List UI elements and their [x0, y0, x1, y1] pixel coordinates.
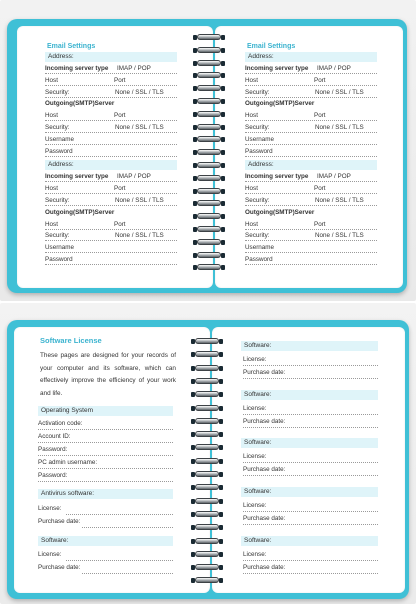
- ring-wire: [197, 226, 221, 232]
- ring-wire: [197, 111, 221, 117]
- host-label: Host: [45, 220, 58, 228]
- security-label: Security:: [45, 232, 70, 240]
- security-label: Security:: [45, 88, 70, 96]
- punch-hole: [219, 485, 223, 490]
- ring-wire: [195, 484, 219, 490]
- software-bar: [241, 487, 378, 497]
- outgoing-server-label: Outgoing(SMTP)Server: [245, 208, 315, 216]
- spiral-ring: [190, 524, 224, 531]
- spiral-ring: [190, 418, 224, 425]
- ring-wire: [195, 524, 219, 530]
- punch-hole: [219, 352, 223, 357]
- ring-wire: [195, 378, 219, 384]
- spiral-ring: [192, 136, 226, 143]
- security-label: Security:: [245, 88, 270, 96]
- host-label: Host: [45, 76, 58, 84]
- host-label: Host: [245, 185, 258, 193]
- purchase-date-label: Purchase date:: [243, 369, 286, 376]
- purchase-date-label: Purchase date:: [243, 515, 286, 523]
- email-settings-title: Email Settings: [47, 43, 96, 50]
- address-bar: [45, 160, 177, 170]
- host-line: [245, 193, 377, 194]
- host-line: [45, 193, 177, 194]
- ring-wire: [197, 264, 221, 270]
- spiral-ring: [192, 188, 226, 195]
- ring-wire: [197, 124, 221, 130]
- host-line: [245, 120, 377, 121]
- incoming-server-type-value: IMAP / POP: [117, 65, 151, 72]
- incoming-server-type-label: Incoming server type: [45, 173, 109, 181]
- software-label: Software:: [244, 342, 272, 349]
- incoming-server-type-line: [245, 181, 377, 182]
- punch-hole: [219, 539, 223, 544]
- os-field-line: [38, 468, 173, 469]
- ring-wire: [195, 338, 219, 344]
- host-value: Port: [314, 185, 326, 193]
- spiral-ring: [190, 365, 224, 372]
- security-value: None / SSL / TLS: [115, 232, 164, 240]
- security-line: [45, 132, 177, 133]
- license-label: License:: [243, 453, 267, 461]
- software-label: Software:: [41, 537, 69, 544]
- address-label: Address:: [248, 161, 274, 169]
- ring-wire: [195, 444, 219, 450]
- punch-hole: [219, 578, 223, 583]
- right-page: [212, 327, 405, 593]
- punch-hole: [219, 459, 223, 464]
- purchase-date-line: [243, 427, 378, 428]
- security-line: [45, 240, 177, 241]
- purchase-date-line: [243, 573, 378, 574]
- software-license-notebook-photo: [0, 303, 416, 604]
- ring-wire: [195, 458, 219, 464]
- password-label: Password: [45, 147, 73, 155]
- password-label: Password: [245, 147, 273, 155]
- host-line: [245, 229, 377, 230]
- punch-hole: [221, 150, 225, 155]
- ring-wire: [197, 85, 221, 91]
- software-purchase-line: [82, 573, 173, 574]
- security-label: Security:: [245, 197, 270, 204]
- spiral-ring: [192, 200, 226, 207]
- punch-hole: [221, 189, 225, 194]
- software-bar: [38, 536, 173, 546]
- os-field-label: Account ID:: [38, 433, 71, 440]
- purchase-date-label: Purchase date:: [243, 563, 286, 571]
- spiral-ring: [192, 60, 226, 67]
- punch-hole: [221, 201, 225, 206]
- incoming-server-type-label: Incoming server type: [245, 65, 309, 72]
- host-value: Port: [314, 76, 326, 84]
- ring-wire: [197, 213, 221, 219]
- ring-wire: [195, 577, 219, 583]
- ring-wire: [197, 188, 221, 194]
- punch-hole: [219, 472, 223, 477]
- incoming-server-type-line: [245, 73, 377, 74]
- spiral-ring: [192, 264, 226, 271]
- host-value: Port: [314, 112, 326, 120]
- antivirus-license-label: License:: [38, 505, 62, 512]
- ring-wire: [195, 511, 219, 517]
- punch-hole: [221, 176, 225, 181]
- host-value: Port: [114, 185, 126, 193]
- ring-wire: [197, 252, 221, 258]
- security-label: Security:: [45, 197, 70, 204]
- incoming-server-type-value: IMAP / POP: [317, 65, 351, 72]
- email-settings-title: Email Settings: [247, 43, 296, 50]
- ring-wire: [195, 351, 219, 357]
- software-license-label: License:: [38, 551, 62, 558]
- spiral-ring: [190, 351, 224, 358]
- security-label: Security:: [245, 232, 270, 240]
- spiral-ring: [190, 378, 224, 385]
- punch-hole: [221, 125, 225, 130]
- spiral-ring: [192, 226, 226, 233]
- ring-wire: [195, 365, 219, 371]
- punch-hole: [219, 392, 223, 397]
- ring-wire: [197, 239, 221, 245]
- os-field-line: [38, 481, 173, 482]
- os-field-label: Password:: [38, 446, 68, 453]
- host-line: [45, 85, 177, 86]
- ring-wire: [197, 47, 221, 53]
- spiral-ring: [190, 471, 224, 478]
- host-label: Host: [245, 76, 258, 84]
- spiral-ring: [192, 213, 226, 220]
- spiral-ring: [190, 444, 224, 451]
- os-field-label: Password:: [38, 472, 68, 479]
- software-label: Software:: [244, 536, 272, 544]
- host-value: Port: [314, 220, 326, 228]
- spiral-ring: [190, 458, 224, 465]
- spiral-ring: [190, 538, 224, 545]
- security-line: [245, 205, 377, 206]
- operating-system-label: Operating System: [41, 407, 94, 414]
- punch-hole: [221, 99, 225, 104]
- purchase-date-line: [243, 378, 378, 379]
- ring-wire: [197, 72, 221, 78]
- purchase-date-label: Purchase date:: [243, 417, 286, 425]
- os-field-line: [38, 429, 173, 430]
- punch-hole: [219, 339, 223, 344]
- security-line: [245, 240, 377, 241]
- spiral-ring: [192, 252, 226, 259]
- purchase-date-label: Purchase date:: [243, 466, 286, 474]
- password-line: [45, 156, 177, 157]
- security-line: [45, 205, 177, 206]
- password-line: [245, 156, 377, 157]
- software-bar: [241, 341, 378, 351]
- ring-wire: [195, 418, 219, 424]
- spiral-ring: [192, 47, 226, 54]
- email-settings-notebook-photo: [0, 0, 416, 301]
- punch-hole: [219, 525, 223, 530]
- antivirus-license-line: [66, 514, 173, 515]
- address-bar: [245, 52, 377, 62]
- incoming-server-type-label: Incoming server type: [45, 65, 109, 72]
- incoming-server-type-line: [45, 73, 177, 74]
- punch-hole: [219, 419, 223, 424]
- punch-hole: [221, 48, 225, 53]
- username-label: Username: [245, 135, 275, 143]
- security-value: None / SSL / TLS: [115, 88, 164, 96]
- software-label: Software:: [244, 488, 272, 496]
- spiral-ring: [190, 338, 224, 345]
- software-label: Software:: [244, 390, 272, 398]
- intro-paragraph: These pages are designed for your records of your computer and its software, which can effectively improve the efficiency of your work and life.: [40, 352, 176, 397]
- software-bar: [241, 438, 378, 448]
- antivirus-purchase-line: [82, 527, 173, 528]
- software-label: Software:: [244, 439, 272, 447]
- ring-wire: [197, 136, 221, 142]
- ring-wire: [197, 200, 221, 206]
- security-value: None / SSL / TLS: [315, 124, 364, 131]
- host-label: Host: [245, 112, 258, 120]
- license-line: [243, 462, 378, 463]
- username-line: [45, 144, 177, 145]
- security-value: None / SSL / TLS: [315, 88, 364, 96]
- username-label: Username: [45, 244, 75, 252]
- username-line: [245, 252, 377, 253]
- punch-hole: [221, 227, 225, 232]
- host-line: [45, 229, 177, 230]
- username-line: [245, 144, 377, 145]
- outgoing-server-label: Outgoing(SMTP)Server: [45, 100, 115, 108]
- outgoing-server-label: Outgoing(SMTP)Server: [45, 208, 115, 216]
- ring-wire: [197, 149, 221, 155]
- host-line: [45, 120, 177, 121]
- spiral-ring: [192, 111, 226, 118]
- license-label: License:: [243, 356, 267, 363]
- ring-wire: [195, 471, 219, 477]
- ring-wire: [195, 498, 219, 504]
- address-bar: [45, 52, 177, 62]
- security-line: [45, 97, 177, 98]
- spiral-ring: [190, 511, 224, 518]
- punch-hole: [221, 240, 225, 245]
- ring-wire: [197, 175, 221, 181]
- ring-wire: [195, 405, 219, 411]
- os-field-line: [38, 455, 173, 456]
- punch-hole: [219, 366, 223, 371]
- spiral-ring: [190, 577, 224, 584]
- spiral-ring: [192, 239, 226, 246]
- ring-wire: [195, 551, 219, 557]
- os-field-line: [38, 442, 173, 443]
- security-value: None / SSL / TLS: [115, 124, 164, 131]
- operating-system-bar: [38, 406, 173, 416]
- punch-hole: [221, 73, 225, 78]
- license-line: [243, 511, 378, 512]
- punch-hole: [219, 406, 223, 411]
- username-label: Username: [245, 244, 275, 252]
- punch-hole: [221, 163, 225, 168]
- spiral-ring: [192, 175, 226, 182]
- license-label: License:: [243, 502, 267, 510]
- punch-hole: [219, 432, 223, 437]
- ring-wire: [197, 60, 221, 66]
- incoming-server-type-value: IMAP / POP: [317, 173, 351, 181]
- license-line: [243, 560, 378, 561]
- punch-hole: [221, 214, 225, 219]
- host-value: Port: [114, 220, 126, 228]
- ring-wire: [195, 431, 219, 437]
- outgoing-server-label: Outgoing(SMTP)Server: [245, 100, 315, 108]
- ring-wire: [197, 34, 221, 40]
- password-line: [245, 264, 377, 265]
- software-bar: [241, 390, 378, 400]
- punch-hole: [219, 445, 223, 450]
- license-line: [243, 414, 378, 415]
- spiral-ring: [192, 72, 226, 79]
- punch-hole: [221, 61, 225, 66]
- license-line: [243, 365, 378, 366]
- antivirus-label: Antivirus software:: [41, 490, 95, 497]
- password-line: [45, 264, 177, 265]
- security-label: Security:: [245, 124, 270, 131]
- host-value: Port: [114, 76, 126, 84]
- os-field-label: Activation code:: [38, 420, 83, 427]
- spiral-ring: [190, 391, 224, 398]
- spiral-ring: [192, 34, 226, 41]
- host-label: Host: [45, 185, 58, 193]
- software-bar: [241, 536, 378, 546]
- address-label: Address:: [48, 161, 74, 169]
- software-purchase-label: Purchase date:: [38, 564, 81, 571]
- punch-hole: [219, 565, 223, 570]
- spiral-ring: [190, 484, 224, 491]
- os-field-label: PC admin username:: [38, 459, 98, 466]
- address-label: Address:: [48, 53, 74, 60]
- host-label: Host: [245, 220, 258, 228]
- spiral-ring: [192, 162, 226, 169]
- username-label: Username: [45, 135, 75, 143]
- antivirus-purchase-label: Purchase date:: [38, 518, 81, 525]
- license-label: License:: [243, 550, 267, 558]
- spiral-ring: [192, 124, 226, 131]
- punch-hole: [221, 265, 225, 270]
- incoming-server-type-label: Incoming server type: [245, 173, 309, 181]
- spiral-ring: [192, 98, 226, 105]
- spiral-ring: [190, 405, 224, 412]
- software-license-title: Software License: [40, 336, 102, 345]
- ring-wire: [195, 391, 219, 397]
- ring-wire: [195, 538, 219, 544]
- password-label: Password: [245, 256, 273, 263]
- punch-hole: [221, 137, 225, 142]
- punch-hole: [221, 253, 225, 258]
- license-label: License:: [243, 404, 267, 412]
- punch-hole: [219, 379, 223, 384]
- spiral-ring: [190, 564, 224, 571]
- punch-hole: [219, 552, 223, 557]
- right-page: [215, 26, 403, 288]
- incoming-server-type-value: IMAP / POP: [117, 173, 151, 181]
- incoming-server-type-line: [45, 181, 177, 182]
- punch-hole: [221, 35, 225, 40]
- host-label: Host: [45, 112, 58, 120]
- purchase-date-line: [243, 524, 378, 525]
- ring-wire: [195, 564, 219, 570]
- security-value: None / SSL / TLS: [315, 197, 364, 204]
- security-line: [245, 97, 377, 98]
- address-bar: [245, 160, 377, 170]
- spiral-ring: [190, 431, 224, 438]
- punch-hole: [219, 499, 223, 504]
- username-line: [45, 252, 177, 253]
- security-line: [245, 132, 377, 133]
- software-license-line: [66, 560, 173, 561]
- ring-wire: [197, 162, 221, 168]
- address-label: Address:: [248, 53, 274, 60]
- password-label: Password: [45, 256, 73, 263]
- punch-hole: [219, 512, 223, 517]
- host-line: [245, 85, 377, 86]
- spiral-ring: [190, 551, 224, 558]
- security-label: Security:: [45, 124, 70, 131]
- purchase-date-line: [243, 475, 378, 476]
- security-value: None / SSL / TLS: [315, 232, 364, 240]
- spiral-ring: [192, 149, 226, 156]
- punch-hole: [221, 112, 225, 117]
- spiral-ring: [192, 85, 226, 92]
- host-value: Port: [114, 112, 126, 120]
- security-value: None / SSL / TLS: [115, 197, 164, 204]
- ring-wire: [197, 98, 221, 104]
- punch-hole: [221, 86, 225, 91]
- antivirus-bar: [38, 489, 173, 499]
- spiral-ring: [190, 498, 224, 505]
